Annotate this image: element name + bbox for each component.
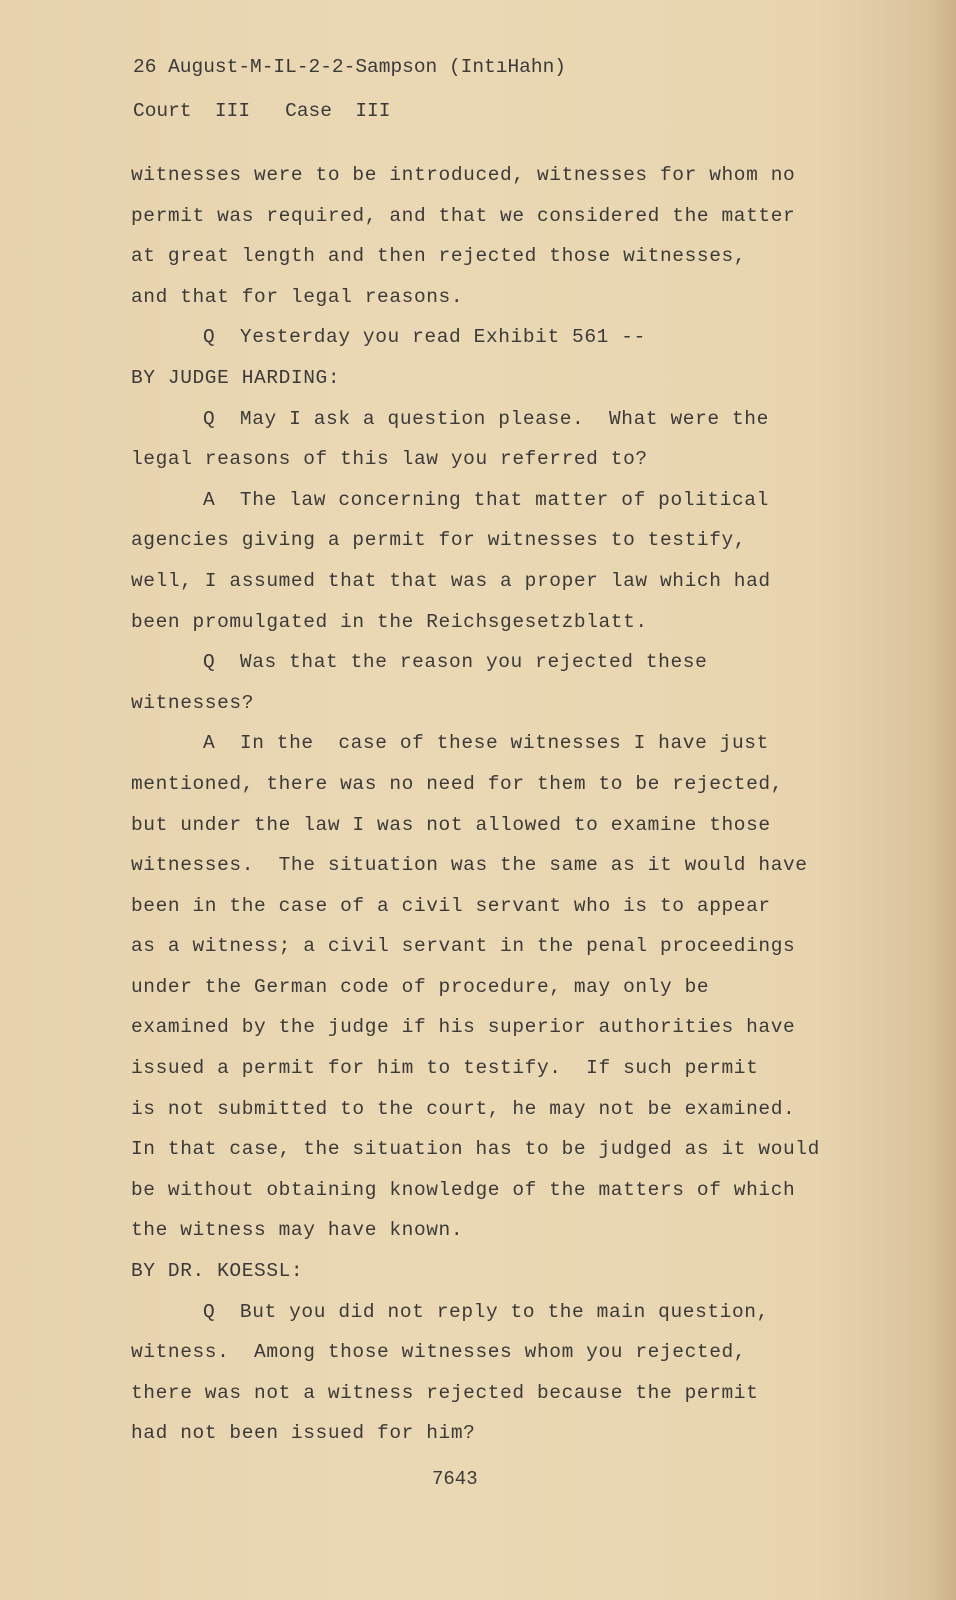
- transcript-line: the witness may have known.: [131, 1219, 464, 1242]
- transcript-line: A The law concerning that matter of political: [203, 488, 769, 511]
- transcript-line: issued a permit for him to testify. If such permit: [131, 1057, 759, 1080]
- transcript-line: witnesses?: [131, 691, 255, 714]
- transcript-line: examined by the judge if his superior authorities have: [131, 1016, 796, 1039]
- transcript-line: mentioned, there was no need for them to be rejected,: [131, 772, 784, 795]
- transcript-line: legal reasons of this law you referred to?: [131, 448, 648, 471]
- transcript-line: Q May I ask a question please. What were the: [203, 407, 769, 430]
- document-header: [133, 34, 566, 144]
- transcript-line: and that for legal reasons.: [131, 285, 464, 308]
- transcript-line: had not been issued for him?: [131, 1422, 476, 1445]
- transcript-line: but under the law I was not allowed to examine those: [131, 813, 771, 836]
- transcript-line: BY DR. KOESSL:: [131, 1260, 304, 1283]
- transcript-line: as a witness; a civil servant in the penal proceedings: [131, 935, 796, 958]
- transcript-line: under the German code of procedure, may only be: [131, 975, 710, 998]
- transcript-line: been in the case of a civil servant who is to appear: [131, 894, 771, 917]
- transcript-line: be without obtaining knowledge of the matters of which: [131, 1178, 796, 1201]
- transcript-line: been promulgated in the Reichsgesetzblatt.: [131, 610, 648, 633]
- header-line-2: Court III Case III: [133, 100, 391, 122]
- transcript-line: agencies giving a permit for witnesses to testify,: [131, 529, 747, 552]
- transcript-line: witnesses. The situation was the same as it would have: [131, 854, 808, 877]
- transcript-line: permit was required, and that we considered the matter: [131, 204, 796, 227]
- transcript-line: BY JUDGE HARDING:: [131, 366, 341, 389]
- transcript-line: witness. Among those witnesses whom you rejected,: [131, 1341, 747, 1364]
- transcript-line: well, I assumed that that was a proper law which had: [131, 569, 771, 592]
- transcript-line: at great length and then rejected those witnesses,: [131, 245, 747, 268]
- transcript-line: In that case, the situation has to be judged as it would: [131, 1138, 820, 1161]
- transcript-line: is not submitted to the court, he may not be examined.: [131, 1097, 796, 1120]
- transcript-line: Q Yesterday you read Exhibit 561 --: [203, 326, 646, 349]
- transcript-line: Q But you did not reply to the main question,: [203, 1300, 769, 1323]
- transcript-line: witnesses were to be introduced, witnesses for whom no: [131, 164, 796, 186]
- transcript-line: there was not a witness rejected because the permit: [131, 1381, 759, 1404]
- header-line-1: 26 August-M-IL-2-2-Sampson (IntıHahn): [133, 56, 566, 78]
- transcript-line: A In the case of these witnesses I have just: [203, 732, 769, 755]
- page-number: 7643: [432, 1468, 478, 1490]
- transcript-body: [131, 155, 820, 1454]
- transcript-line: Q Was that the reason you rejected these: [203, 651, 708, 674]
